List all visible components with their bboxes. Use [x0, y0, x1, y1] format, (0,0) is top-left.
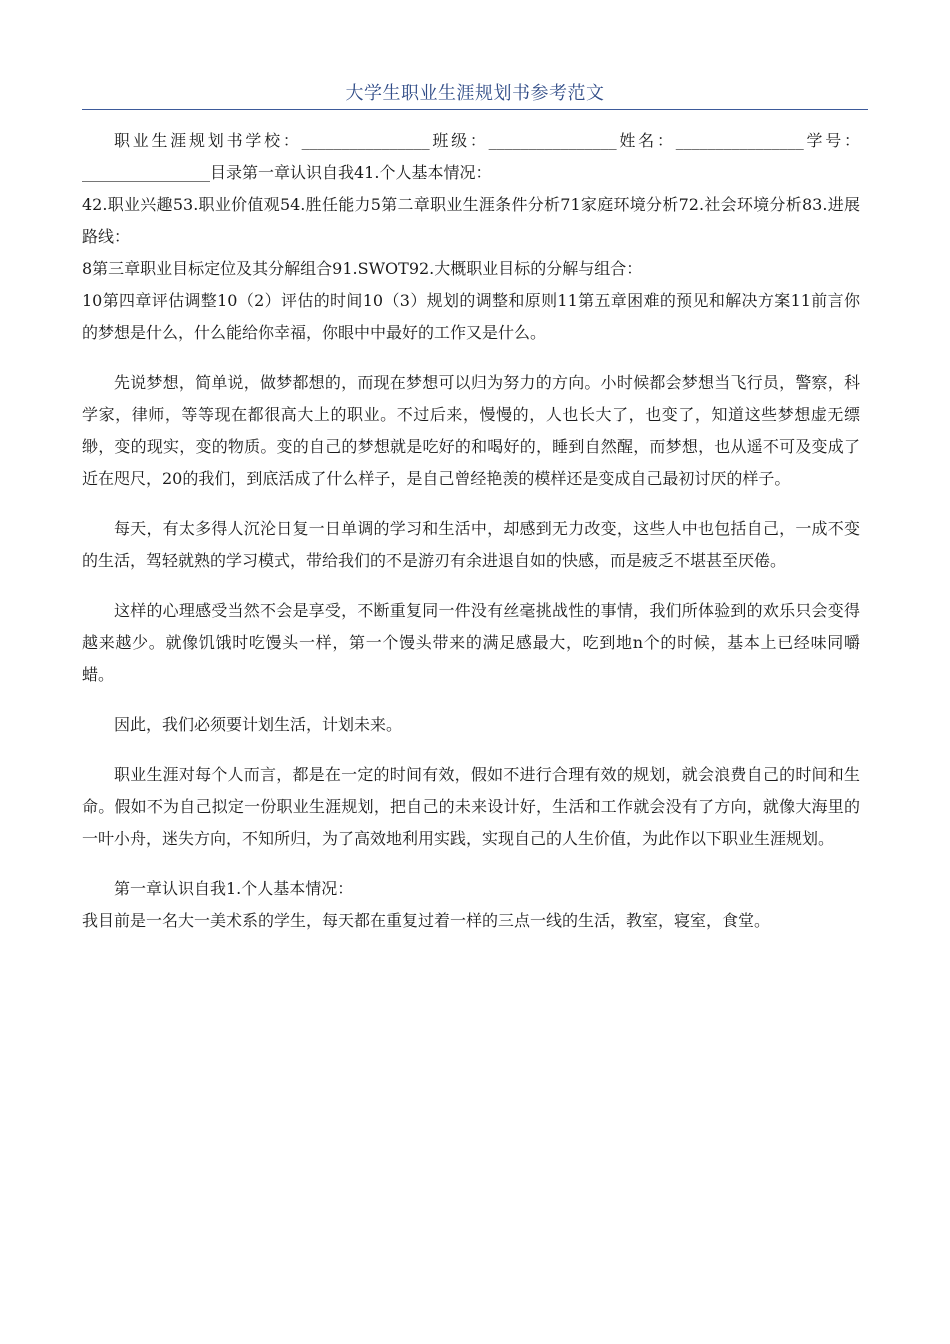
paragraph-self-intro: 我目前是一名大一美术系的学生，每天都在重复过着一样的三点一线的生活，教室，寝室，食堂。	[82, 911, 771, 930]
document-body	[82, 125, 860, 937]
paragraph-toc-line-3: 8第三章职业目标定位及其分解组合91.SWOT92.大概职业目标的分解与组合：	[82, 259, 643, 278]
paragraph-therefore: 因此，我们必须要计划生活，计划未来。	[114, 715, 403, 734]
title-underline	[82, 109, 868, 110]
paragraph-career: 职业生涯对每个人而言，都是在一定的时间有效，假如不进行合理有效的规划，就会浪费自己的时间和生命。假如不为自己拟定一份职业生涯规划，把自己的未来设计好，生活和工作就会没有了方向，就像大海里的一叶小舟，迷失方向，不知所归，为了高效地利用实践，实现自己的人生价值，为此作以下职业生涯规划。	[82, 765, 860, 848]
document-title: 大学生职业生涯规划书参考范文	[345, 83, 605, 104]
paragraph-feeling: 这样的心理感受当然不会是享受，不断重复同一件没有丝毫挑战性的事情，我们所体验到的欢乐只会变得越来越少。就像饥饿时吃馒头一样，第一个馒头带来的满足感最大，吃到地n个的时候，基本上已经味同嚼蜡。	[82, 601, 860, 684]
paragraph-chapter-one: 第一章认识自我1.个人基本情况：	[114, 879, 354, 898]
paragraph-toc-header: 职业生涯规划书学校：________________班级：________________姓名：________________学号：________________目录第一章认识自我41.个人基本情况：	[82, 131, 860, 182]
paragraph-everyday: 每天，有太多得人沉沦日复一日单调的学习和生活中，却感到无力改变，这些人中也包括自己，一成不变的生活，驾轻就熟的学习模式，带给我们的不是游刃有余进退自如的快感，而是疲乏不堪甚至厌倦。	[82, 519, 860, 570]
paragraph-toc-line-4: 10第四章评估调整10（2）评估的时间10（3）规划的调整和原则11第五章困难的预见和解决方案11前言你的梦想是什么，什么能给你幸福，你眼中中最好的工作又是什么。	[82, 291, 860, 342]
paragraph-dream: 先说梦想，简单说，做梦都想的，而现在梦想可以归为努力的方向。小时候都会梦想当飞行员，警察，科学家，律师，等等现在都很高大上的职业。不过后来，慢慢的，人也长大了，也变了，知道这些梦想虚无缥缈，变的现实，变的物质。变的自己的梦想就是吃好的和喝好的，睡到自然醒，而梦想，也从遥不可及变成了近在咫尺，20的我们，到底活成了什么样子，是自己曾经艳羡的模样还是变成自己最初讨厌的样子。	[82, 373, 860, 488]
paragraph-toc-line-2: 42.职业兴趣53.职业价值观54.胜任能力5第二章职业生涯条件分析71家庭环境分析72.社会环境分析83.进展路线：	[82, 195, 860, 246]
